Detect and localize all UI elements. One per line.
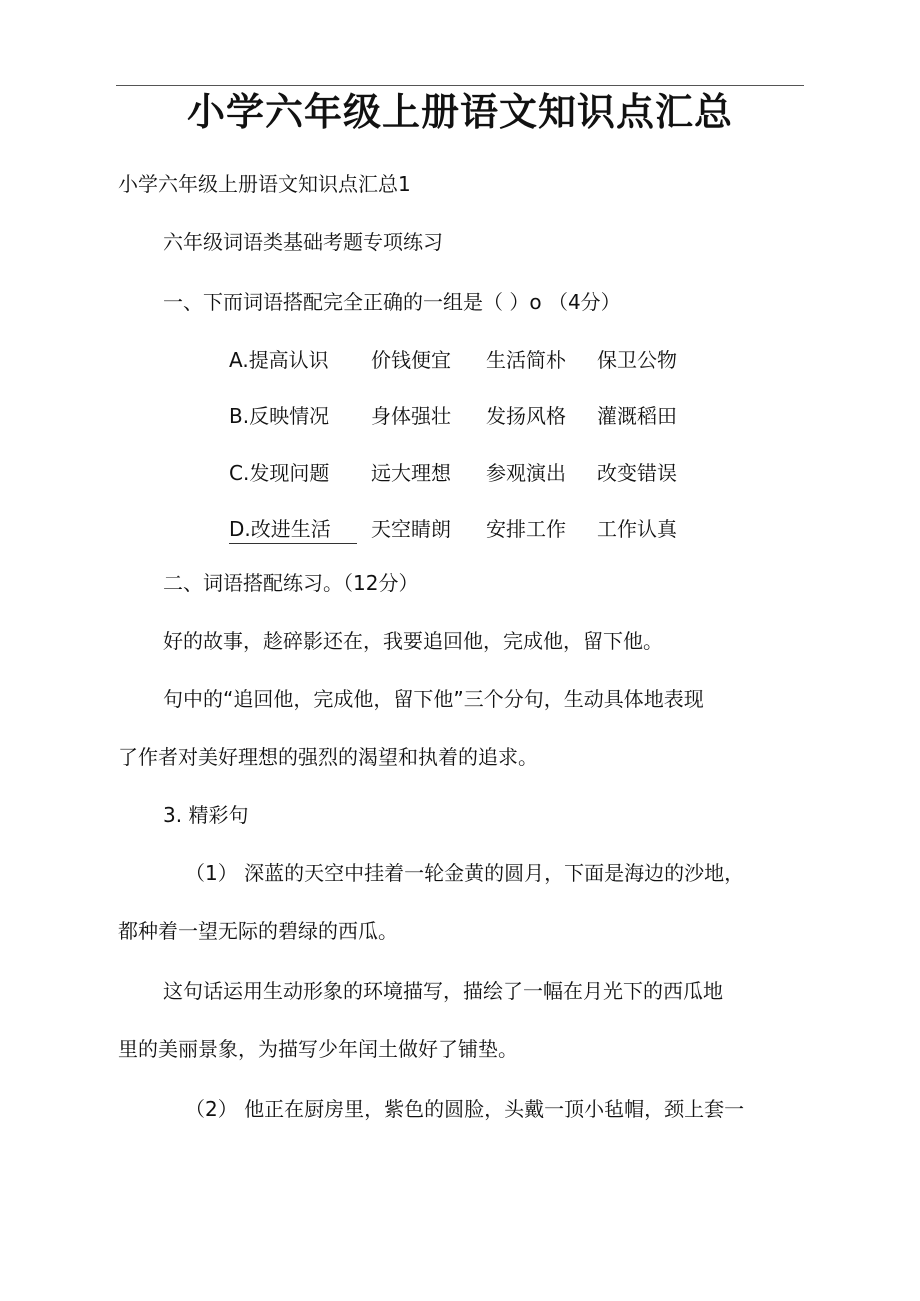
option-b-term-1: B.反映情况	[229, 404, 330, 428]
option-d-underline	[229, 543, 357, 544]
example-1-analysis-line-1: 这句话运用生动形象的环境描写，描绘了一幅在月光下的西瓜地	[163, 979, 723, 1003]
paragraph-analysis-line-1: 句中的“追回他，完成他，留下他”三个分句，生动具体地表现	[163, 687, 704, 711]
question-2-prompt: 二、词语搭配练习。（12分）	[163, 571, 419, 595]
option-a-term-2: 价钱便宜	[371, 348, 451, 372]
document-subtitle: 小学六年级上册语文知识点汇总1	[118, 172, 411, 196]
option-c-term-3: 参观演出	[486, 461, 566, 485]
example-1-line-1: （1） 深蓝的天空中挂着一轮金黄的圆月，下面是海边的沙地，	[185, 861, 745, 885]
option-b-term-2: 身体强壮	[371, 404, 451, 428]
option-b-term-4: 灌溉稻田	[597, 404, 677, 428]
example-2-line-1: （2） 他正在厨房里，紫色的圆脸，头戴一顶小毡帽，颈上套一	[185, 1097, 745, 1121]
option-d-term-2: 天空睛朗	[371, 517, 451, 541]
option-d-term-4: 工作认真	[597, 517, 677, 541]
option-a-term-3: 生活简朴	[486, 348, 566, 372]
example-1-line-2: 都种着一望无际的碧绿的西瓜。	[118, 919, 398, 943]
option-d-term-1: D.改进生活	[229, 517, 331, 541]
section-3-heading: 3. 精彩句	[163, 803, 249, 827]
option-c-term-1: C.发现问题	[229, 461, 330, 485]
question-1-prompt: 一、下而词语搭配完全正确的一组是（ ）o （4分）	[163, 290, 621, 314]
paragraph-analysis-line-2: 了作者对美好理想的强烈的渴望和执着的追求。	[118, 745, 538, 769]
option-a-term-4: 保卫公物	[597, 348, 677, 372]
option-b-term-3: 发扬风格	[486, 404, 566, 428]
option-c-term-4: 改变错误	[597, 461, 677, 485]
document-title: 小学六年级上册语文知识点汇总	[186, 90, 733, 134]
section-heading: 六年级词语类基础考题专项练习	[163, 230, 443, 254]
example-1-analysis-line-2: 里的美丽景象，为描写少年闰土做好了铺垫。	[118, 1037, 518, 1061]
option-d-term-3: 安排工作	[486, 517, 566, 541]
paragraph-quote: 好的故事，趁碎影还在，我要追回他，完成他，留下他。	[163, 629, 663, 653]
option-a-term-1: A.提高认识	[229, 348, 329, 372]
option-c-term-2: 远大理想	[371, 461, 451, 485]
